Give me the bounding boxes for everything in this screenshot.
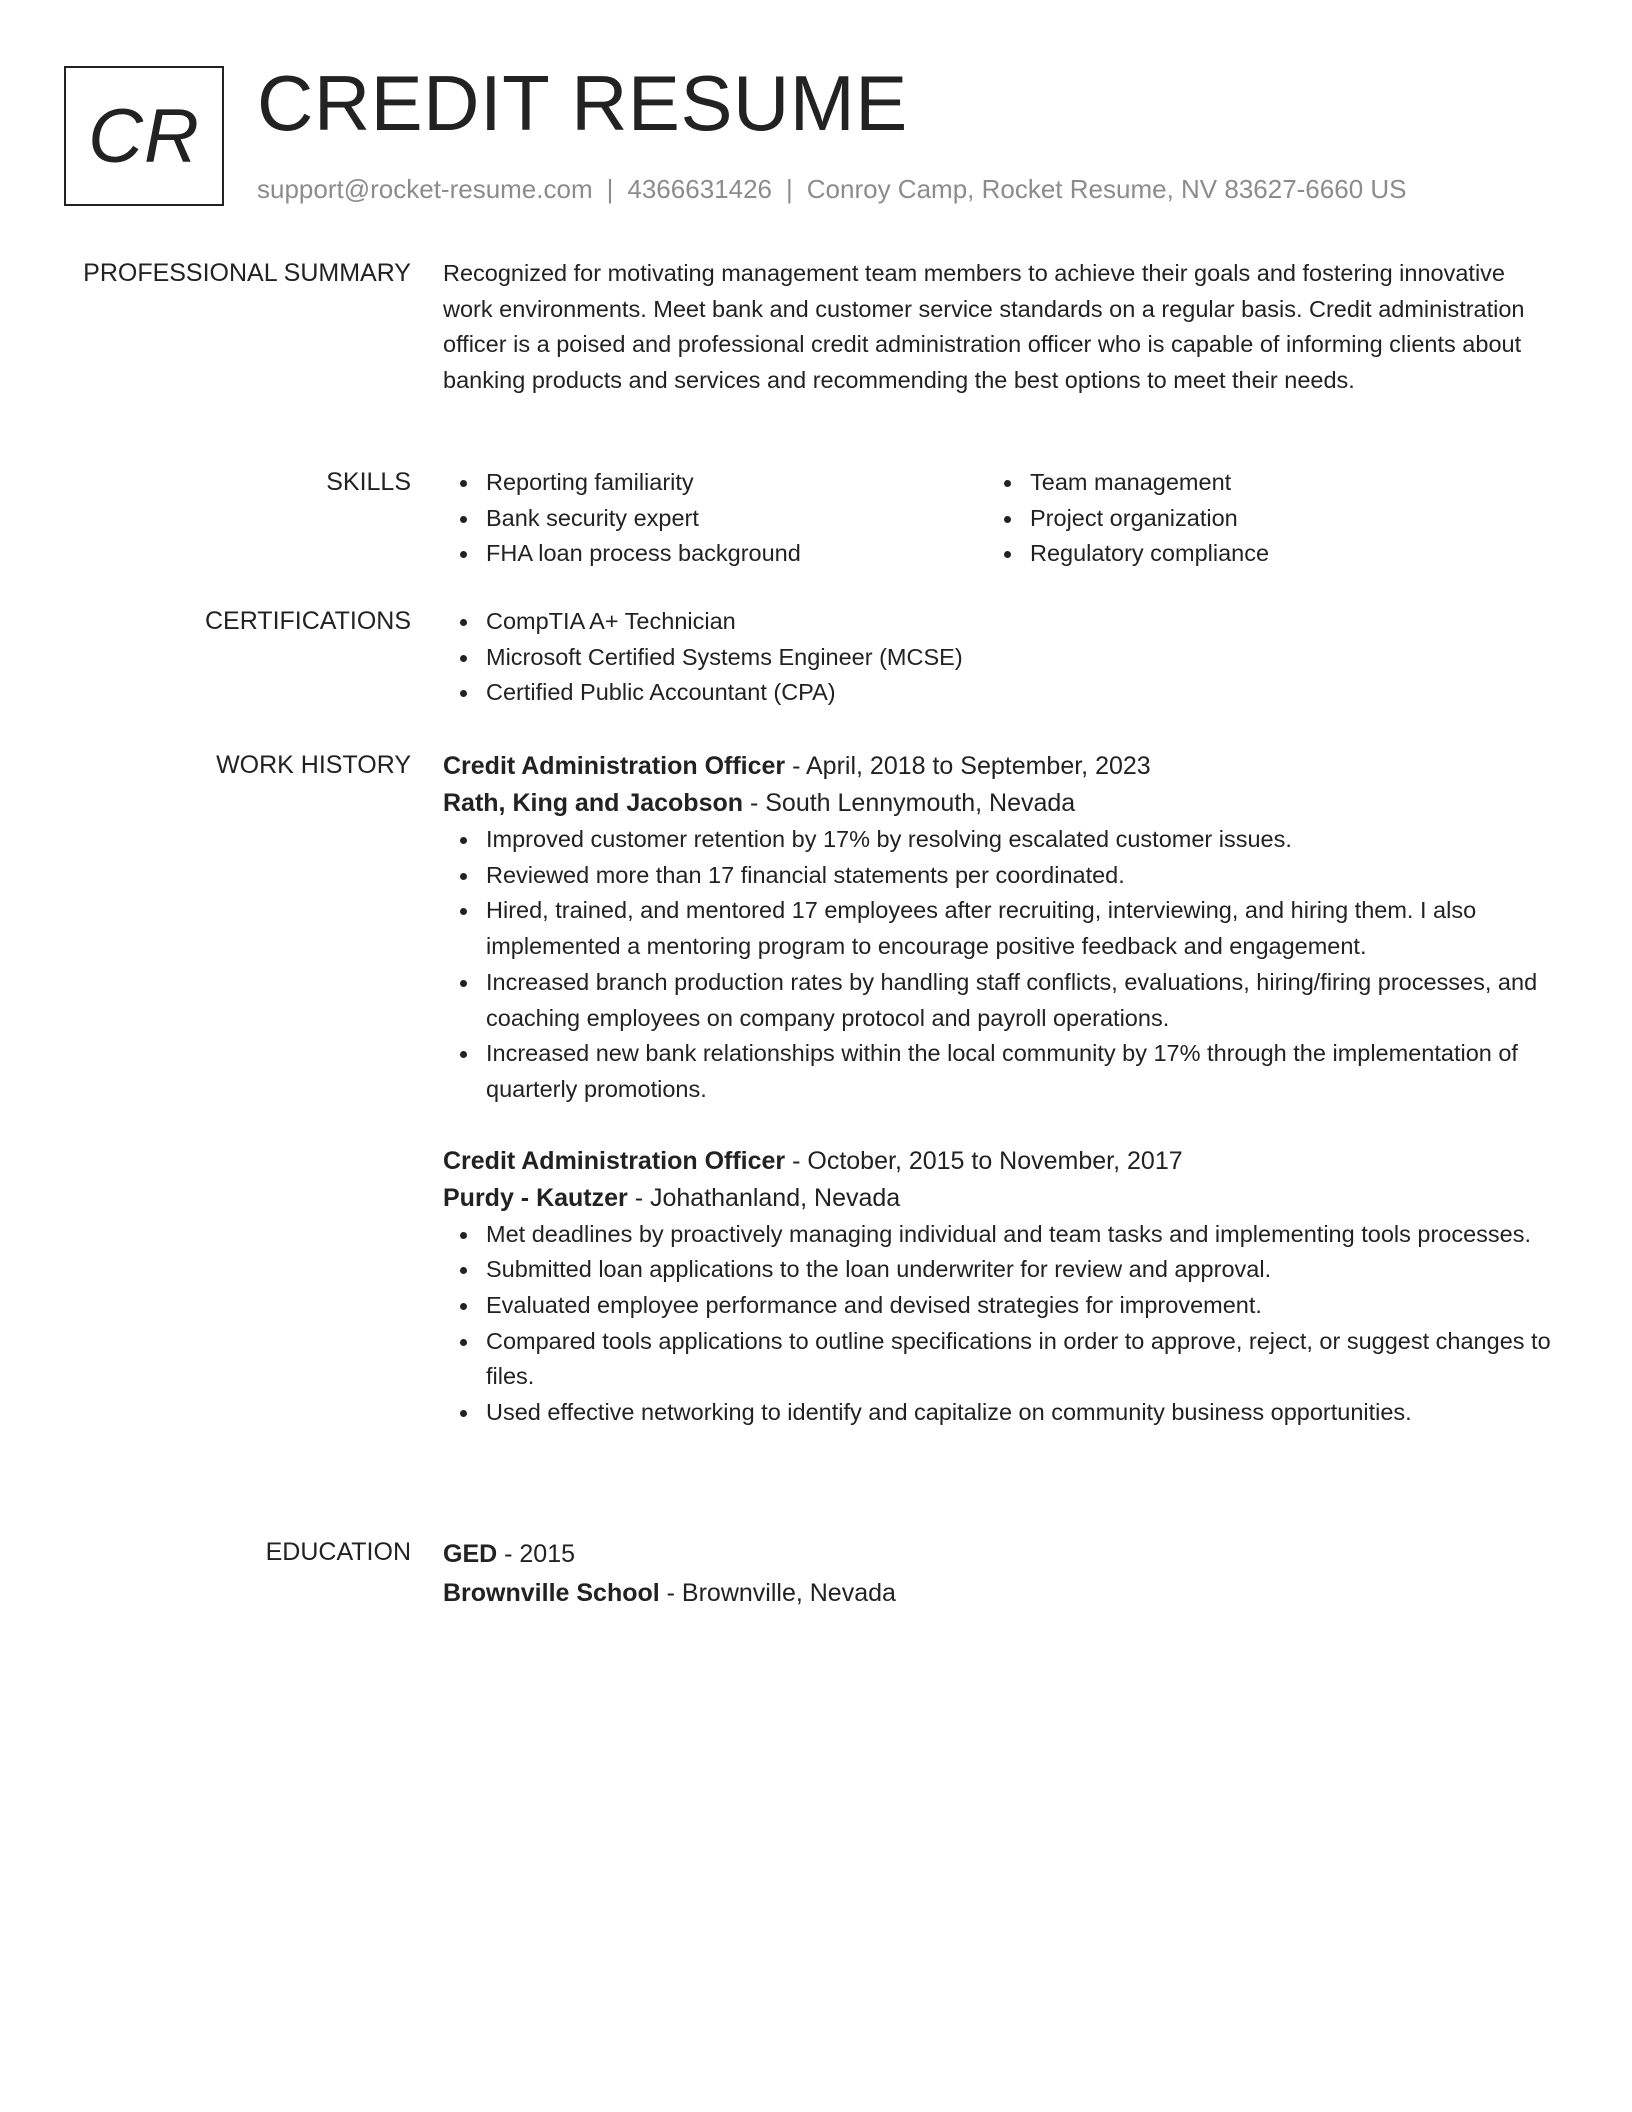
job-company: Rath, King and Jacobson [443,789,744,817]
skill-item: FHA loan process background [443,536,987,572]
job-bullet: Compared tools applications to outline specifications in order to approve, reject, or suggest changes to files. [443,1324,1553,1395]
section-label: PROFESSIONAL SUMMARY [83,259,411,287]
education-location: - Brownville, Nevada [659,1579,896,1607]
education-school-line [443,1574,1553,1613]
summary-text: Recognized for motivating management team members to achieve their goals and fostering innovative work environments. Meet bank and customer service standards on a regular basis. Credit administration officer is a poised and professional credit administration officer who is capable of informing clients about banking products and services and recommending the best options to meet their needs. [443,260,1525,394]
contact-address: Conroy Camp, Rocket Resume, NV 83627-6660 US [806,174,1407,204]
education-body [443,1535,1553,1613]
section-label: WORK HISTORY [216,751,411,779]
job-location: - South Lennymouth, Nevada [743,789,1076,817]
monogram-box [64,66,224,206]
job-bullet: Hired, trained, and mentored 17 employees after recruiting, interviewing, and hiring them. I also implemented a mentoring program to encourage positive feedback and engagement. [443,893,1553,964]
job-entry [443,1143,1553,1431]
certifications-body [443,604,1553,711]
job-title-line [443,1143,1553,1180]
job-bullets [443,822,1553,1108]
job-entry [443,748,1553,1108]
job-bullet: Reviewed more than 17 financial statements per coordinated. [443,858,1553,894]
certification-item: Microsoft Certified Systems Engineer (MCSE) [443,640,1553,676]
certification-item: Certified Public Accountant (CPA) [443,675,1553,711]
skills-column-right [987,465,1531,572]
job-bullets [443,1217,1553,1431]
skill-item: Team management [987,465,1531,501]
section-label: SKILLS [326,468,411,496]
job-bullet: Met deadlines by proactively managing individual and team tasks and implementing tools processes. [443,1217,1553,1253]
job-bullet: Evaluated employee performance and devised strategies for improvement. [443,1288,1553,1324]
job-title: Credit Administration Officer [443,1146,786,1175]
job-company: Purdy - Kautzer [443,1183,628,1212]
job-bullet: Submitted loan applications to the loan underwriter for review and approval. [443,1252,1553,1288]
skills-column-left [443,465,987,572]
job-dates: - April, 2018 to September, 2023 [785,752,1151,780]
skill-item: Reporting familiarity [443,465,987,501]
job-bullet: Used effective networking to identify and capitalize on community business opportunities. [443,1395,1553,1431]
education-degree-line [443,1535,1553,1574]
certifications-list [443,604,1553,711]
job-bullet: Improved customer retention by 17% by resolving escalated customer issues. [443,822,1553,858]
job-org-line [443,785,1553,822]
contact-separator: | [786,174,793,204]
skill-item: Project organization [987,501,1531,537]
contact-phone: 4366631426 [627,174,772,204]
contact-email: support@rocket-resume.com [257,174,593,204]
job-dates: - October, 2015 to November, 2017 [785,1146,1183,1175]
contact-line [257,172,1407,206]
skill-item: Regulatory compliance [987,536,1531,572]
skill-item: Bank security expert [443,501,987,537]
certification-item: CompTIA A+ Technician [443,604,1553,640]
work-history-body [443,748,1553,1431]
resume-title: CREDIT RESUME [257,59,908,147]
education-degree: GED [443,1540,498,1568]
job-title: Credit Administration Officer [443,752,786,780]
job-title-line [443,748,1553,785]
job-bullet: Increased branch production rates by handling staff conflicts, evaluations, hiring/firing processes, and coaching employees on company protocol and payroll operations. [443,965,1553,1036]
section-label: EDUCATION [265,1538,411,1566]
monogram-initials: CR [88,93,200,179]
skills-body [443,465,1553,572]
job-bullet: Increased new bank relationships within the local community by 17% through the implementation of quarterly promotions. [443,1036,1553,1107]
job-org-line [443,1180,1553,1217]
education-school: Brownville School [443,1579,660,1607]
section-label: CERTIFICATIONS [204,607,411,635]
skills-grid [443,465,1553,572]
job-location: - Johathanland, Nevada [627,1183,901,1212]
education-year: - 2015 [497,1540,576,1568]
contact-separator: | [606,174,614,204]
summary-body [443,256,1553,399]
